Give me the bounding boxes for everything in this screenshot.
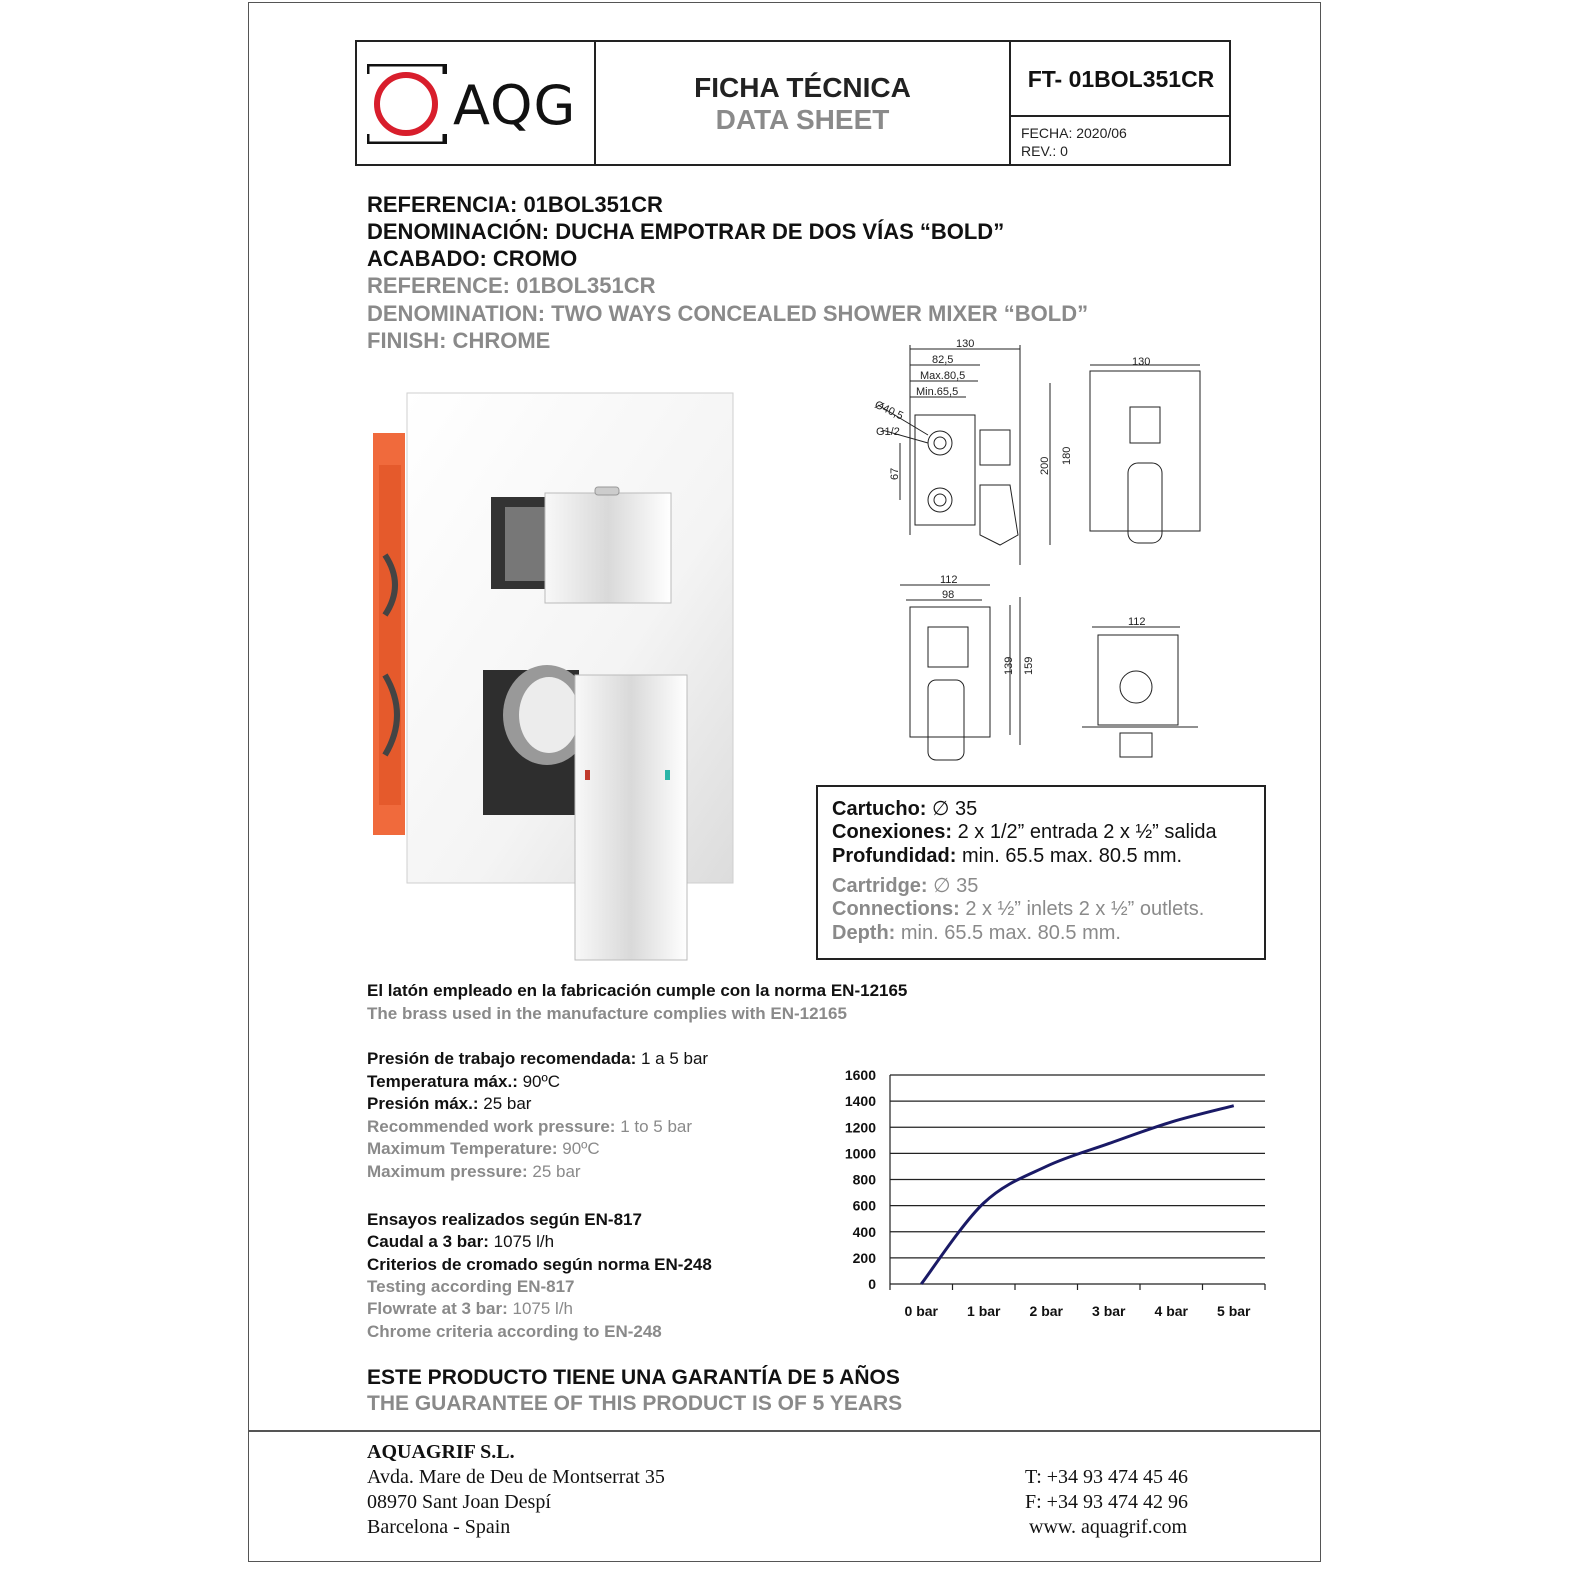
y-tick-label: 0 bbox=[868, 1276, 876, 1292]
spec-label: Cartucho: bbox=[832, 798, 927, 820]
y-tick-label: 1600 bbox=[844, 1067, 876, 1083]
x-tick-label: 4 bar bbox=[1154, 1303, 1188, 1319]
spec-value: 1 to 5 bar bbox=[620, 1117, 693, 1136]
x-tick-label: 3 bar bbox=[1092, 1303, 1126, 1319]
spec-label: Presión de trabajo recomendada: bbox=[367, 1049, 637, 1068]
rev-text: REV.: 0 bbox=[1021, 143, 1068, 159]
spec-conexiones bbox=[832, 821, 1217, 844]
spec-label: Recommended work pressure: bbox=[367, 1117, 616, 1136]
spec-value: 25 bar bbox=[532, 1162, 581, 1181]
dim-40: Ø40,5 bbox=[872, 398, 905, 423]
top-view-labels bbox=[940, 574, 1035, 675]
temperature-es bbox=[367, 1072, 560, 1092]
pressure-work-en bbox=[367, 1117, 692, 1137]
dim-159: 159 bbox=[1023, 656, 1035, 675]
brass-note-es: El latón empleado en la fabricación cumple con la norma EN-12165 bbox=[367, 981, 908, 1000]
technical-drawings bbox=[870, 335, 1230, 775]
title-es: FICHA TÉCNICA bbox=[694, 72, 911, 103]
spec-label: Profundidad: bbox=[832, 845, 957, 867]
dim-112-box: 112 bbox=[1128, 616, 1146, 628]
address-line: Avda. Mare de Deu de Montserrat 35 bbox=[367, 1466, 665, 1488]
spec-value: 90ºC bbox=[522, 1072, 560, 1091]
pressure-work-es bbox=[367, 1049, 708, 1069]
spec-value: 90ºC bbox=[562, 1139, 600, 1158]
y-tick-label: 400 bbox=[852, 1223, 876, 1240]
dim-180: 180 bbox=[1061, 446, 1073, 465]
spec-cartucho bbox=[832, 796, 977, 821]
temperature-en bbox=[367, 1139, 600, 1159]
dim-min: Min.65,5 bbox=[916, 386, 959, 398]
dim-112-top: 112 bbox=[940, 574, 958, 586]
spec-label: Maximum pressure: bbox=[367, 1162, 528, 1181]
spec-label: Maximum Temperature: bbox=[367, 1139, 558, 1158]
brand-name: AQG bbox=[453, 74, 577, 137]
spec-value: 1075 l/h bbox=[493, 1232, 555, 1251]
finish-en: FINISH: CHROME bbox=[367, 328, 551, 353]
dim-98: 98 bbox=[942, 589, 955, 601]
specs-box bbox=[816, 785, 1266, 960]
side-view-labels bbox=[873, 338, 975, 480]
spec-label: Flowrate at 3 bar: bbox=[367, 1299, 508, 1318]
document-date bbox=[1021, 124, 1127, 160]
footer-divider bbox=[248, 1430, 1321, 1432]
fecha-text: FECHA: 2020/06 bbox=[1021, 125, 1127, 141]
pressure-max-es bbox=[367, 1094, 531, 1114]
spec-label: Depth: bbox=[832, 922, 896, 944]
dim-200: 200 bbox=[1039, 456, 1051, 475]
spec-profundidad bbox=[832, 845, 1182, 868]
spec-label: Ensayos realizados según EN-817 bbox=[367, 1210, 642, 1229]
dim-82-side: 82,5 bbox=[932, 354, 954, 366]
chrome-en bbox=[367, 1322, 662, 1342]
document-code: FT- 01BOL351CR bbox=[1027, 66, 1215, 92]
dim-130-side: 130 bbox=[956, 338, 975, 350]
x-tick-label: 2 bar bbox=[1029, 1303, 1063, 1319]
dim-139: 139 bbox=[1003, 656, 1015, 675]
series-line bbox=[921, 1106, 1234, 1284]
denomination-es: DENOMINACIÓN: DUCHA EMPOTRAR DE DOS VÍAS “BOLD” bbox=[367, 219, 1005, 244]
y-tick-label: 1400 bbox=[844, 1093, 876, 1110]
spec-value: min. 65.5 max. 80.5 mm. bbox=[962, 845, 1183, 867]
spec-label: Temperatura máx.: bbox=[367, 1072, 518, 1091]
y-tick-label: 1000 bbox=[844, 1145, 876, 1162]
fax: F: +34 93 474 42 96 bbox=[1025, 1491, 1188, 1513]
spec-value: 1075 l/h bbox=[512, 1299, 573, 1318]
y-tick-label: 1200 bbox=[844, 1119, 876, 1136]
flowrate-chart bbox=[830, 1060, 1280, 1340]
chrome-es bbox=[367, 1255, 712, 1275]
box-view-labels bbox=[1128, 616, 1146, 628]
reference-es: REFERENCIA: 01BOL351CR bbox=[367, 192, 663, 217]
company-name: AQUAGRIF S.L. bbox=[367, 1441, 515, 1463]
tests-en bbox=[367, 1277, 575, 1297]
spec-depth bbox=[832, 922, 1121, 945]
front-view-labels bbox=[1039, 356, 1150, 475]
x-tick-label: 0 bar bbox=[904, 1303, 938, 1319]
pressure-max-en bbox=[367, 1162, 581, 1182]
spec-label: Connections: bbox=[832, 898, 960, 920]
spec-value: min. 65.5 max. 80.5 mm. bbox=[900, 922, 1121, 944]
y-tick-label: 800 bbox=[852, 1171, 876, 1188]
header-table bbox=[355, 40, 1231, 166]
spec-label: Criterios de cromado según norma EN-248 bbox=[367, 1255, 712, 1274]
x-tick-label: 5 bar bbox=[1217, 1303, 1251, 1319]
denomination-en: DENOMINATION: TWO WAYS CONCEALED SHOWER MIXER “BOLD” bbox=[367, 301, 1089, 326]
website-link[interactable]: www. aquagrif.com bbox=[1029, 1516, 1188, 1538]
spec-cartridge bbox=[832, 873, 978, 898]
reference-en: REFERENCE: 01BOL351CR bbox=[367, 273, 656, 298]
address-line: 08970 Sant Joan Despí bbox=[367, 1491, 551, 1513]
guarantee-es: ESTE PRODUCTO TIENE UNA GARANTÍA DE 5 AÑOS bbox=[367, 1366, 900, 1389]
spec-label: Conexiones: bbox=[832, 821, 953, 843]
tests-es bbox=[367, 1210, 642, 1230]
dim-g12: G1/2 bbox=[876, 426, 900, 438]
spec-value: 2 x ½” inlets 2 x ½” outlets. bbox=[965, 898, 1205, 920]
spec-value: 2 x 1/2” entrada 2 x ½” salida bbox=[957, 821, 1217, 843]
dim-max: Max.80,5 bbox=[920, 370, 966, 382]
header-divider bbox=[1009, 42, 1011, 164]
dim-67: 67 bbox=[889, 467, 901, 480]
spec-connections bbox=[832, 898, 1204, 921]
spec-value: 1 a 5 bar bbox=[640, 1049, 709, 1068]
dim-130-front: 130 bbox=[1132, 356, 1151, 368]
y-tick-label: 200 bbox=[852, 1249, 876, 1266]
aqg-logo-icon bbox=[367, 64, 447, 144]
top-view-drawing bbox=[900, 585, 1020, 760]
address-line: Barcelona - Spain bbox=[367, 1516, 511, 1538]
product-photo bbox=[365, 385, 745, 965]
flowrate-es bbox=[367, 1232, 554, 1252]
spec-value: ∅ 35 bbox=[933, 875, 979, 897]
spec-label: Chrome criteria according to EN-248 bbox=[367, 1322, 662, 1341]
finish-es: ACABADO: CROMO bbox=[367, 246, 578, 271]
spec-label: Testing according EN-817 bbox=[367, 1277, 575, 1296]
y-tick-label: 600 bbox=[852, 1197, 876, 1214]
spec-label: Presión máx.: bbox=[367, 1094, 479, 1113]
spec-value: 25 bar bbox=[483, 1094, 532, 1113]
flowrate-en bbox=[367, 1299, 573, 1319]
phone: T: +34 93 474 45 46 bbox=[1025, 1466, 1189, 1488]
brass-note-en: The brass used in the manufacture complies with EN-12165 bbox=[367, 1004, 847, 1023]
spec-label: Cartridge: bbox=[832, 875, 928, 897]
header-divider bbox=[1009, 115, 1231, 117]
title-en: DATA SHEET bbox=[715, 104, 890, 135]
spec-label: Caudal a 3 bar: bbox=[367, 1232, 489, 1251]
x-tick-label: 1 bar bbox=[967, 1303, 1001, 1319]
spec-value: ∅ 35 bbox=[932, 798, 978, 820]
guarantee-en: THE GUARANTEE OF THIS PRODUCT IS OF 5 YEARS bbox=[367, 1392, 903, 1415]
box-view-drawing bbox=[1082, 627, 1198, 757]
